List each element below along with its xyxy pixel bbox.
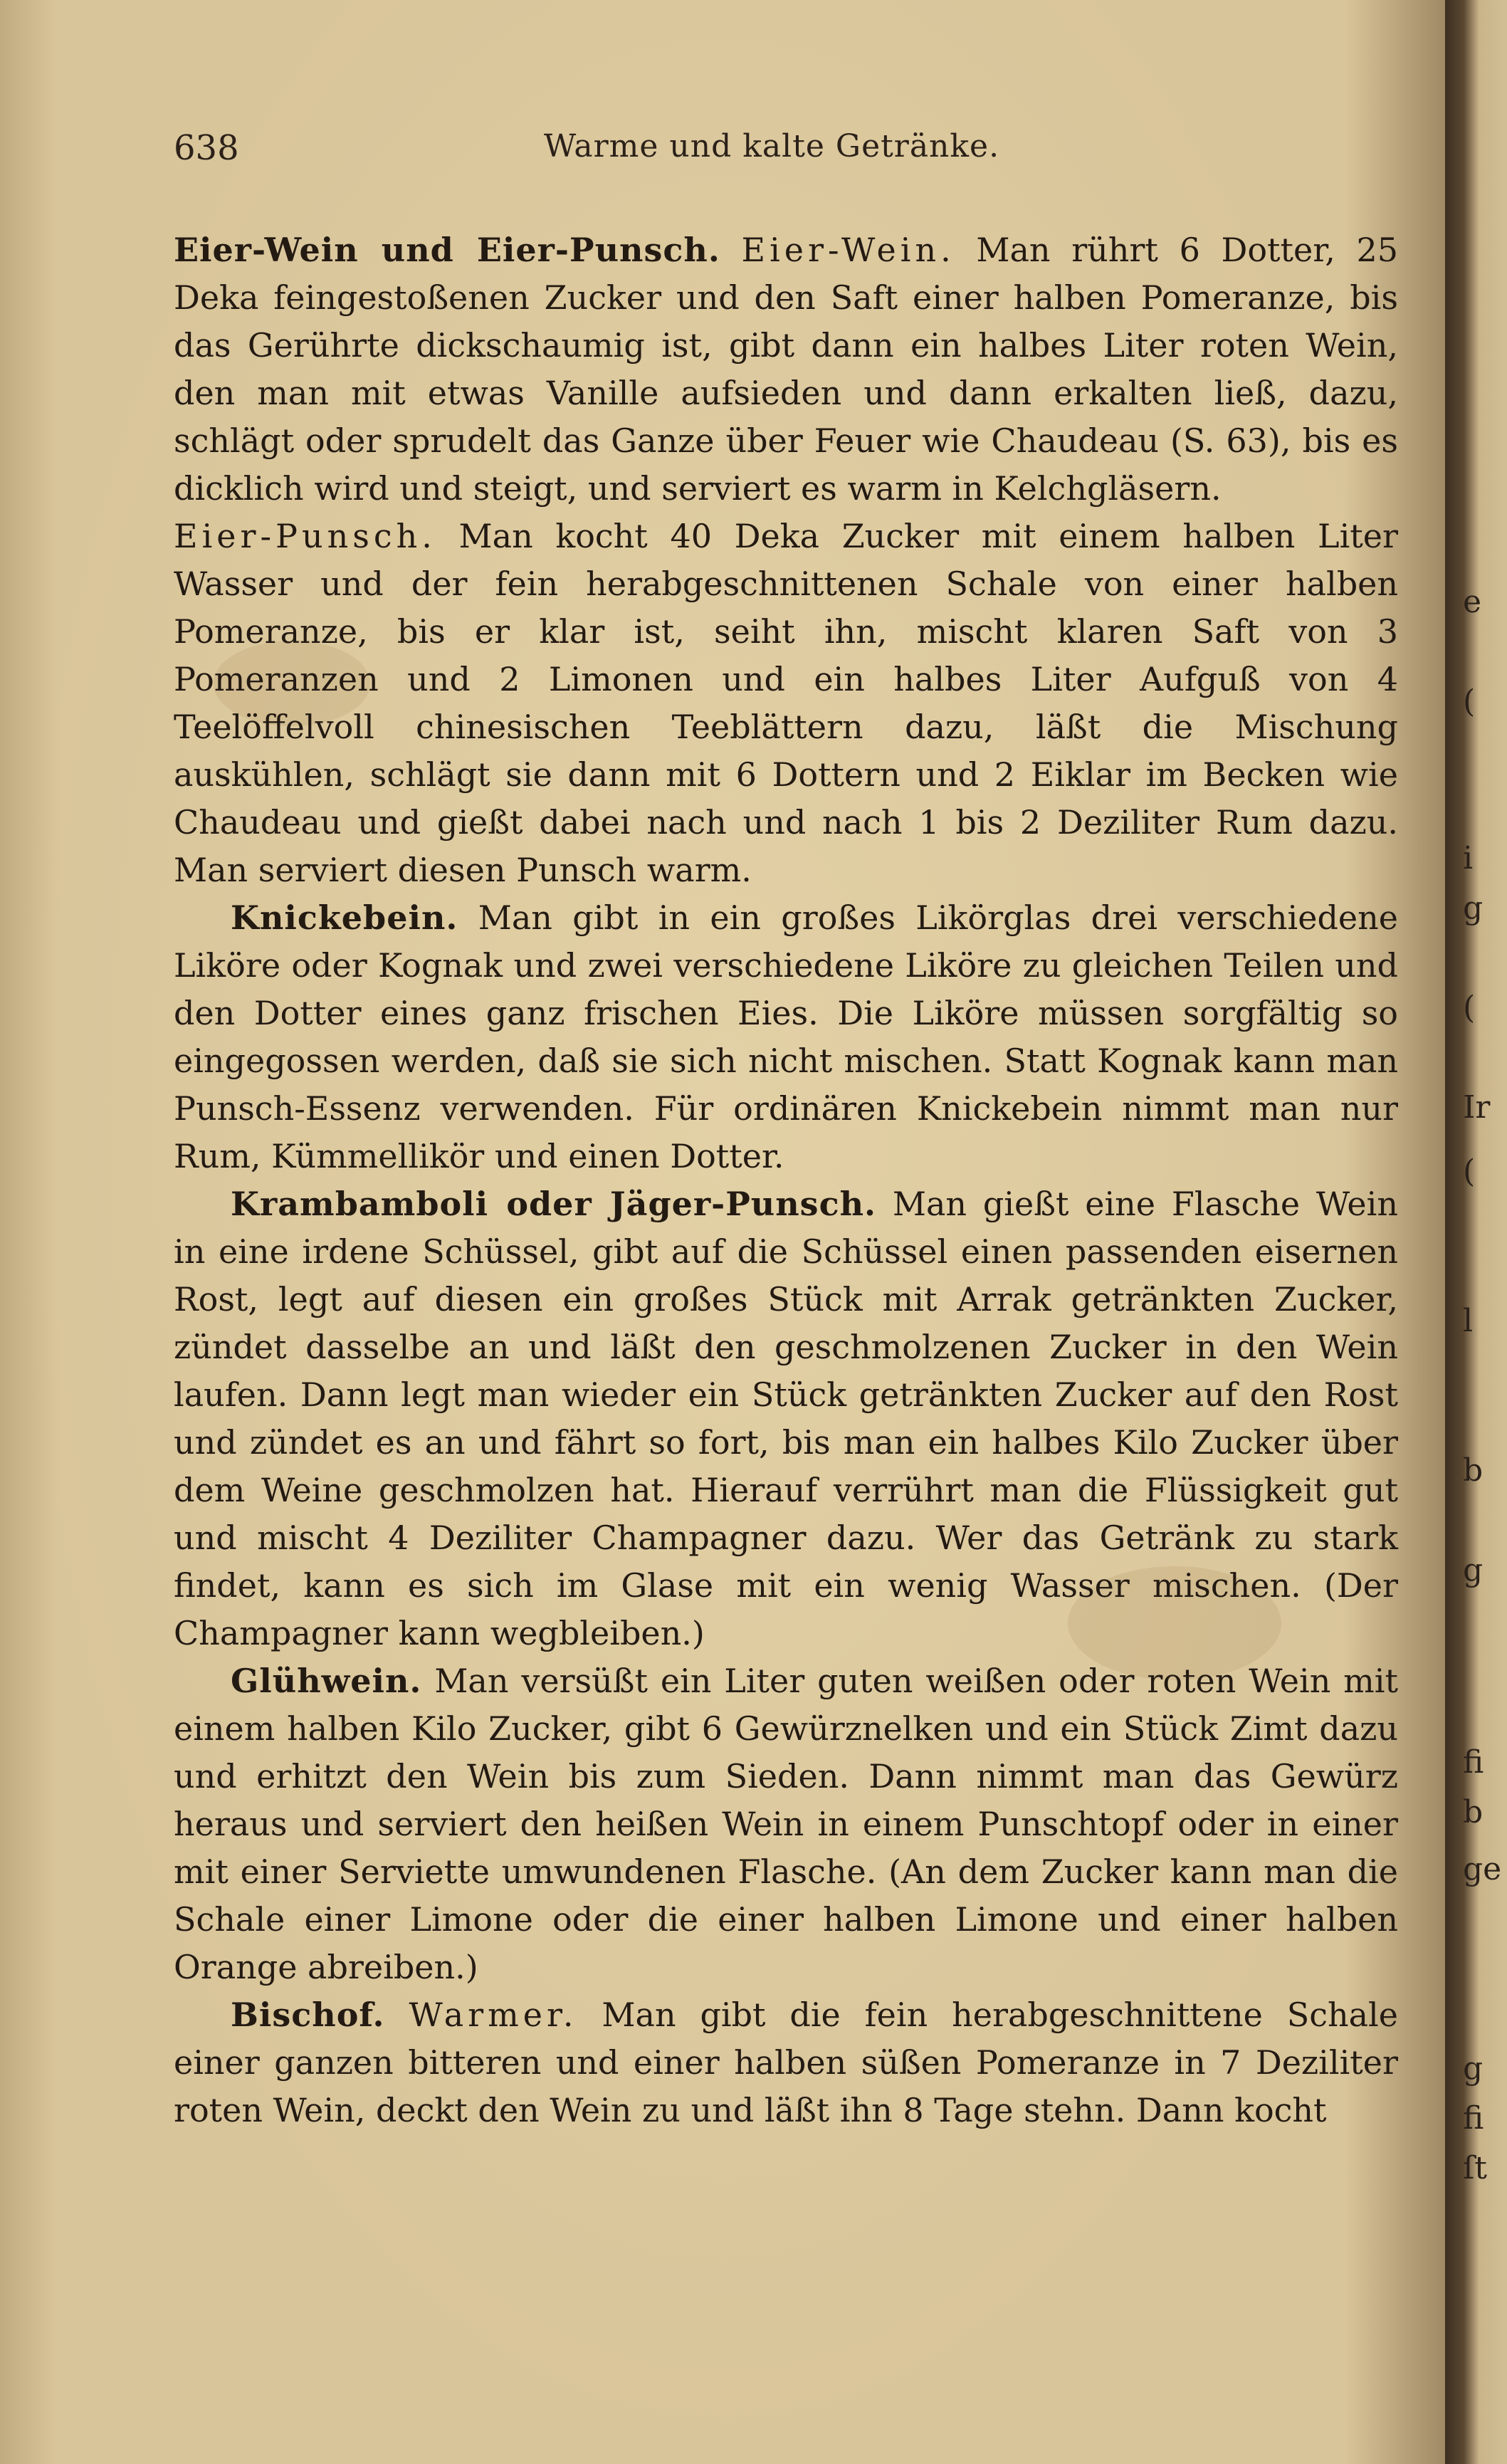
recipe-paragraph [174, 226, 1398, 513]
margin-fragment: ( [1463, 683, 1476, 720]
recipe-subheading: Eier-Wein. [741, 231, 955, 269]
recipe-text: Man gibt in ein großes Likörglas drei verschiedene Liköre oder Kognak und zwei verschiedene Liköre zu gleichen Teilen und den Dotter eines ganz frischen Eies. Die Liköre müssen sorgfältig so eingegossen werden, daß sie sich nicht mischen. Statt Kognak kann man Punsch-Essenz verwenden. Für ordinären Knickebein nimmt man nur Rum, Kümmellikör und einen Dotter. [174, 898, 1398, 1175]
recipe-heading: Bischof. [231, 1996, 385, 2034]
margin-fragment: ( [1463, 1153, 1476, 1190]
margin-fragment: g [1463, 890, 1484, 926]
recipe-text: Man rührt 6 Dotter, 25 Deka feingestoßenen Zucker und den Saft einer halben Pomeranze, bis das Gerührte dickschaumig ist, gibt dann ein halbes Liter roten Wein, den man mit etwas Vanille aufsieden und dann erkalten ließ, dazu, schlägt oder sprudelt das Ganze über Feuer wie Chaudeau (S. 63), bis es dicklich wird und steigt, und serviert es warm in Kelchgläsern. [174, 231, 1398, 508]
recipe-heading: Eier-Wein und Eier-Punsch. [174, 231, 720, 269]
recipe-text: Man gießt eine Flasche Wein in eine irdene Schüssel, gibt auf die Schüssel einen passenden eisernen Rost, legt auf diesen ein großes Stück mit Arrak getränkten Zucker, zündet dasselbe an und läßt den geschmolzenen Zucker in den Wein laufen. Dann legt man wieder ein Stück getränkten Zucker auf den Rost und zündet es an und fährt so fort, bis man ein halbes Kilo Zucker über dem Weine geschmolzen hat. Hierauf verrührt man die Flüssigkeit gut und mischt 4 Deziliter Champagner dazu. Wer das Getränk zu stark findet, kann es sich im Glase mit ein wenig Wasser mischen. (Der Champagner kann wegbleiben.) [174, 1185, 1398, 1652]
margin-fragment: Ir [1463, 1089, 1491, 1126]
margin-fragment: ſt [1463, 2150, 1487, 2186]
recipe-text: Man versüßt ein Liter guten weißen oder roten Wein mit einem halben Kilo Zucker, gibt 6 Gewürznelken und ein Stück Zimt dazu und erhitzt den Wein bis zum Sieden. Dann nimmt man das Gewürz heraus und serviert den heißen Wein in einem Punschtopf oder in einer mit einer Serviette umwundenen Flasche. (An dem Zucker kann man die Schale einer Limone oder die einer halben Limone und einer halben Orange abreiben.) [174, 1662, 1398, 1986]
page-header [174, 128, 1398, 178]
margin-fragment: g [1463, 2050, 1484, 2087]
recipe-text: Man kocht 40 Deka Zucker mit einem halben Liter Wasser und der fein herabgeschnittenen Schale von einer halben Pomeranze, bis er klar ist, seiht ihn, mischt klaren Saft von 3 Pomeranzen und 2 Limonen und ein halbes Liter Aufguß von 4 Teelöffelvoll chinesischen Teeblättern dazu, läßt die Mischung auskühlen, schlägt sie dann mit 6 Dottern und 2 Eiklar im Becken wie Chaudeau und gießt dabei nach und nach 1 bis 2 Deziliter Rum dazu. Man serviert diesen Punsch warm. [174, 517, 1398, 889]
margin-fragment: l [1463, 1303, 1474, 1339]
recipe-subheading: Warmer. [409, 1996, 578, 2034]
recipe-paragraph [174, 1991, 1398, 2134]
recipe-heading: Glühwein. [231, 1662, 422, 1700]
margin-fragment: fi [1463, 2100, 1484, 2137]
page-number: 638 [174, 128, 239, 168]
recipe-subheading: Eier-Punsch. [174, 517, 436, 555]
margin-fragment: fi [1463, 1744, 1484, 1781]
margin-fragment: ge [1463, 1851, 1502, 1887]
recipe-paragraph [174, 1180, 1398, 1657]
margin-fragment: ( [1463, 990, 1476, 1026]
margin-fragment: e [1463, 584, 1482, 620]
margin-fragment: b [1463, 1794, 1484, 1830]
recipe-paragraph [174, 1657, 1398, 1991]
recipe-paragraph [174, 894, 1398, 1180]
margin-fragment: g [1463, 1552, 1484, 1588]
recipe-paragraph [174, 513, 1398, 894]
margin-fragment: i [1463, 840, 1474, 876]
book-gutter [1445, 0, 1507, 2464]
margin-fragment: b [1463, 1452, 1484, 1489]
recipe-heading: Krambamboli oder Jäger-Punsch. [231, 1185, 877, 1223]
recipe-text: Man gibt die fein herabgeschnittene Schale einer ganzen bitteren und einer halben süßen Pomeranze in 7 Deziliter roten Wein, deckt den Wein zu und läßt ihn 8 Tage stehn. Dann kocht [174, 1996, 1398, 2129]
recipe-heading: Knickebein. [231, 898, 458, 937]
page-body [174, 226, 1398, 2134]
running-title: Warme und kalte Getränke. [544, 128, 1000, 164]
